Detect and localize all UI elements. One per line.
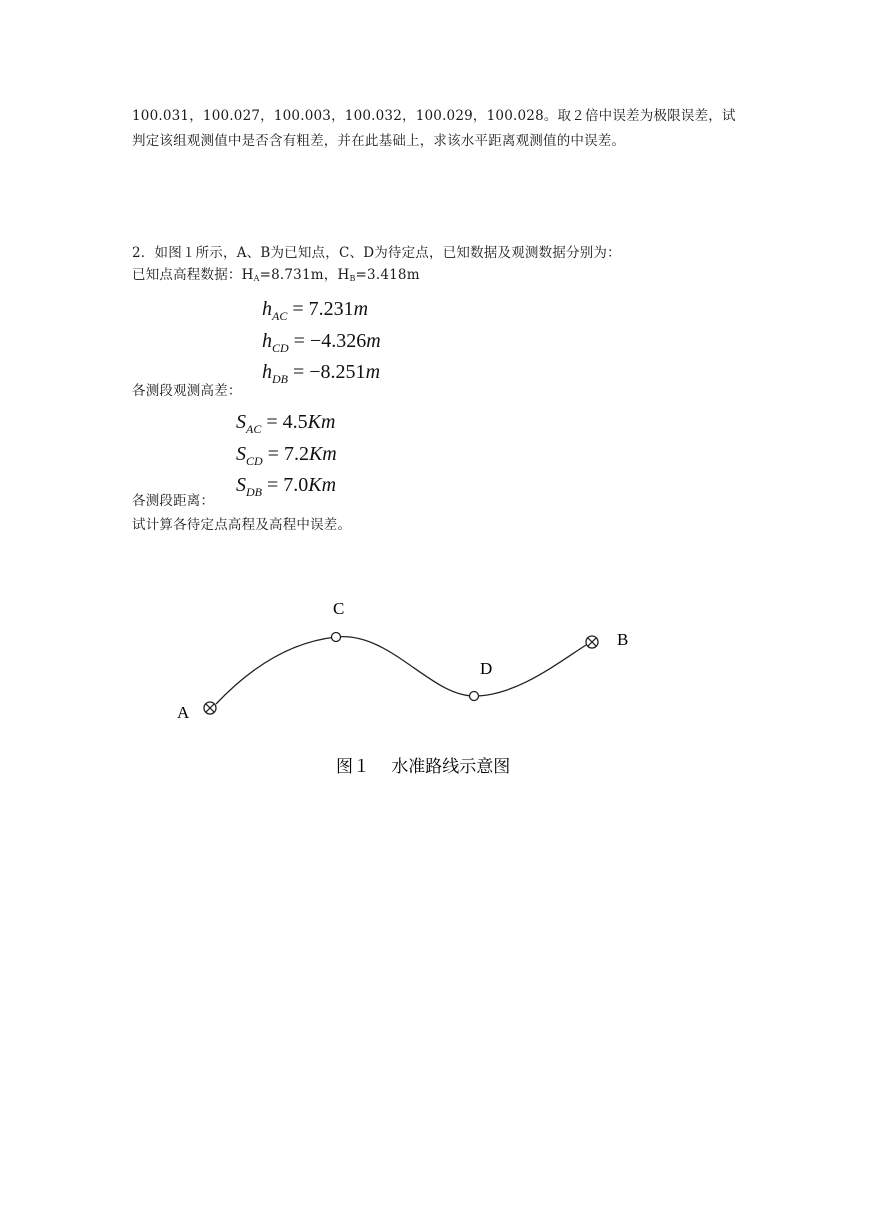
- formula-h-cd: $h_{CD} = -4.326m$: [262, 330, 381, 355]
- problem1-line2: 判定该组观测值中是否含有粗差，并在此基础上，求该水平距离观测值的中误差。: [132, 133, 626, 149]
- distance-label: 各测段距离：: [132, 493, 215, 509]
- label-point-b: B: [617, 630, 629, 649]
- formula-s-ac: $S_{AC} = 4.5Km$: [236, 411, 336, 436]
- leveling-route-diagram: [0, 560, 869, 820]
- known-heights-line: 已知点高程数据：$H_A=8.731m$，$H_B=3.418m$: [132, 267, 420, 283]
- formula-h-db: $h_{DB} = -8.251m$: [262, 361, 381, 386]
- formula-s-cd: $S_{CD} = 7.2Km$: [236, 443, 337, 468]
- problem1-line1: 100.031，100.027，100.003，100.032，100.029，100.028。取２倍中误差为极限误差，试: [132, 108, 736, 124]
- unknown-point-c-icon: [332, 633, 341, 642]
- problem2-intro: 2．如图１所示，A、B为已知点，C、D为待定点，已知数据及观测数据分别为：: [132, 245, 621, 261]
- unknown-point-d-icon: [470, 692, 479, 701]
- label-point-a: A: [177, 703, 190, 722]
- label-point-c: C: [333, 599, 345, 618]
- route-curve: [216, 637, 586, 704]
- formula-s-db: $S_{DB} = 7.0Km$: [236, 474, 337, 499]
- formula-h-ac: $h_{AC} = 7.231m$: [262, 298, 369, 323]
- known-point-a-icon: [204, 702, 216, 714]
- task-line: 试计算各待定点高程及高程中误差。: [132, 517, 352, 533]
- known-point-b-icon: [586, 636, 598, 648]
- height-diff-label: 各测段观测高差：: [132, 383, 242, 399]
- known-height-b: $H_B=3.418m$: [337, 267, 420, 283]
- known-height-a: $H_A=8.731m$: [241, 267, 324, 283]
- figure-caption: 图１ 水准路线示意图: [336, 757, 511, 776]
- label-point-d: D: [480, 659, 493, 678]
- known-heights-label: 已知点高程数据：: [132, 267, 242, 283]
